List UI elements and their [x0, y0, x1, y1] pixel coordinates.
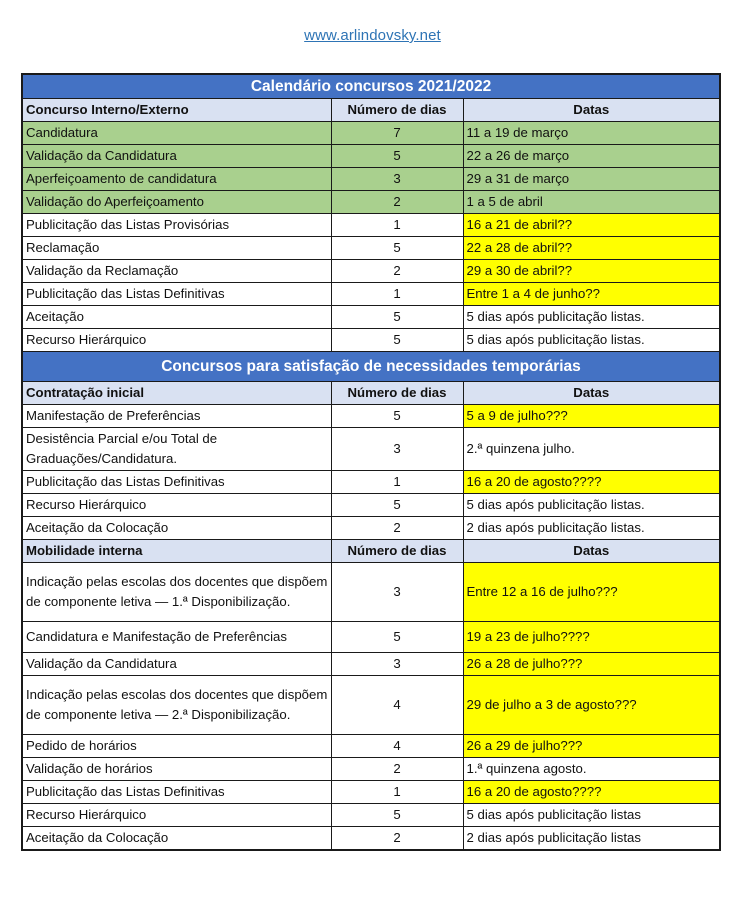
- days-cell: 5: [331, 804, 463, 827]
- dates-cell-highlighted: 16 a 21 de abril??: [463, 214, 720, 237]
- stage-cell: Indicação pelas escolas dos docentes que dispõem de componente letiva — 1.ª Disponibilização.: [22, 563, 331, 622]
- table-row: [22, 214, 720, 237]
- days-cell: 2: [331, 517, 463, 540]
- column-header-dates: Datas: [463, 99, 720, 122]
- stage-cell: Publicitação das Listas Definitivas: [22, 283, 331, 306]
- days-cell: 3: [331, 653, 463, 676]
- dates-cell: 1 a 5 de abril: [463, 191, 720, 214]
- days-cell: 1: [331, 283, 463, 306]
- days-cell: 2: [331, 191, 463, 214]
- section-title-row: [22, 352, 720, 382]
- days-cell: 5: [331, 329, 463, 352]
- stage-cell: Aceitação: [22, 306, 331, 329]
- dates-cell-highlighted: Entre 12 a 16 de julho???: [463, 563, 720, 622]
- days-cell: 1: [331, 214, 463, 237]
- table-row: [22, 237, 720, 260]
- days-cell: 5: [331, 306, 463, 329]
- stage-cell: Publicitação das Listas Definitivas: [22, 781, 331, 804]
- days-cell: 5: [331, 405, 463, 428]
- table-row: [22, 676, 720, 735]
- dates-cell-highlighted: 16 a 20 de agosto????: [463, 781, 720, 804]
- column-header-days: Número de dias: [331, 382, 463, 405]
- column-header-dates: Datas: [463, 540, 720, 563]
- days-cell: 5: [331, 494, 463, 517]
- dates-cell-highlighted: Entre 1 a 4 de junho??: [463, 283, 720, 306]
- table-row: [22, 122, 720, 145]
- dates-cell-highlighted: 26 a 29 de julho???: [463, 735, 720, 758]
- column-header-days: Número de dias: [331, 99, 463, 122]
- table-row: [22, 494, 720, 517]
- stage-cell: Publicitação das Listas Definitivas: [22, 471, 331, 494]
- stage-cell: Aceitação da Colocação: [22, 517, 331, 540]
- dates-cell-highlighted: 29 de julho a 3 de agosto???: [463, 676, 720, 735]
- days-cell: 2: [331, 260, 463, 283]
- stage-cell: Indicação pelas escolas dos docentes que dispõem de componente letiva — 2.ª Disponibilização.: [22, 676, 331, 735]
- dates-cell-highlighted: 19 a 23 de julho????: [463, 622, 720, 653]
- stage-cell: Validação da Candidatura: [22, 653, 331, 676]
- dates-cell: 11 a 19 de março: [463, 122, 720, 145]
- days-cell: 5: [331, 145, 463, 168]
- dates-cell: 1.ª quinzena agosto.: [463, 758, 720, 781]
- dates-cell: 29 a 31 de março: [463, 168, 720, 191]
- section-title-row: [22, 74, 720, 99]
- table-row: [22, 329, 720, 352]
- days-cell: 3: [331, 428, 463, 471]
- stage-cell: Recurso Hierárquico: [22, 494, 331, 517]
- table-row: [22, 517, 720, 540]
- dates-cell: 2.ª quinzena julho.: [463, 428, 720, 471]
- column-header-stage: Concurso Interno/Externo: [22, 99, 331, 122]
- dates-cell: 2 dias após publicitação listas: [463, 827, 720, 851]
- days-cell: 5: [331, 622, 463, 653]
- table-row: [22, 758, 720, 781]
- table-row: [22, 471, 720, 494]
- days-cell: 4: [331, 735, 463, 758]
- table-row: [22, 735, 720, 758]
- dates-cell-highlighted: 16 a 20 de agosto????: [463, 471, 720, 494]
- days-cell: 2: [331, 758, 463, 781]
- dates-cell: 5 dias após publicitação listas: [463, 804, 720, 827]
- section-title: Concursos para satisfação de necessidades temporárias: [22, 352, 720, 382]
- table-row: [22, 653, 720, 676]
- days-cell: 7: [331, 122, 463, 145]
- stage-cell: Aperfeiçoamento de candidatura: [22, 168, 331, 191]
- stage-cell: Recurso Hierárquico: [22, 804, 331, 827]
- stage-cell: Validação de horários: [22, 758, 331, 781]
- stage-cell: Aceitação da Colocação: [22, 827, 331, 851]
- table-row: [22, 260, 720, 283]
- table-row: [22, 283, 720, 306]
- table-row: [22, 306, 720, 329]
- column-header-days: Número de dias: [331, 540, 463, 563]
- dates-cell-highlighted: 5 a 9 de julho???: [463, 405, 720, 428]
- stage-cell: Validação do Aperfeiçoamento: [22, 191, 331, 214]
- days-cell: 1: [331, 471, 463, 494]
- table-row: [22, 405, 720, 428]
- stage-cell: Publicitação das Listas Provisórias: [22, 214, 331, 237]
- days-cell: 4: [331, 676, 463, 735]
- dates-cell: 5 dias após publicitação listas.: [463, 329, 720, 352]
- dates-cell-highlighted: 26 a 28 de julho???: [463, 653, 720, 676]
- contest-calendar-table: [21, 73, 721, 851]
- table-row: [22, 145, 720, 168]
- stage-cell: Recurso Hierárquico: [22, 329, 331, 352]
- table-row: [22, 622, 720, 653]
- column-header-row: [22, 382, 720, 405]
- days-cell: 3: [331, 168, 463, 191]
- table-row: [22, 781, 720, 804]
- table-row: [22, 827, 720, 851]
- dates-cell: 2 dias após publicitação listas.: [463, 517, 720, 540]
- column-header-stage: Mobilidade interna: [22, 540, 331, 563]
- stage-cell: Validação da Candidatura: [22, 145, 331, 168]
- column-header-row: [22, 99, 720, 122]
- table-row: [22, 563, 720, 622]
- column-header-stage: Contratação inicial: [22, 382, 331, 405]
- stage-cell: Desistência Parcial e/ou Total de Graduações/Candidatura.: [22, 428, 331, 471]
- dates-cell: 5 dias após publicitação listas.: [463, 494, 720, 517]
- dates-cell: 22 a 26 de março: [463, 145, 720, 168]
- days-cell: 3: [331, 563, 463, 622]
- website-link[interactable]: www.arlindovsky.net: [304, 27, 441, 44]
- stage-cell: Pedido de horários: [22, 735, 331, 758]
- days-cell: 2: [331, 827, 463, 851]
- column-header-row: [22, 540, 720, 563]
- dates-cell-highlighted: 29 a 30 de abril??: [463, 260, 720, 283]
- dates-cell-highlighted: 22 a 28 de abril??: [463, 237, 720, 260]
- days-cell: 1: [331, 781, 463, 804]
- stage-cell: Manifestação de Preferências: [22, 405, 331, 428]
- column-header-dates: Datas: [463, 382, 720, 405]
- days-cell: 5: [331, 237, 463, 260]
- stage-cell: Candidatura e Manifestação de Preferências: [22, 622, 331, 653]
- stage-cell: Candidatura: [22, 122, 331, 145]
- table-row: [22, 168, 720, 191]
- stage-cell: Reclamação: [22, 237, 331, 260]
- dates-cell: 5 dias após publicitação listas.: [463, 306, 720, 329]
- table-row: [22, 804, 720, 827]
- stage-cell: Validação da Reclamação: [22, 260, 331, 283]
- table-row: [22, 428, 720, 471]
- section-title: Calendário concursos 2021/2022: [22, 74, 720, 99]
- table-row: [22, 191, 720, 214]
